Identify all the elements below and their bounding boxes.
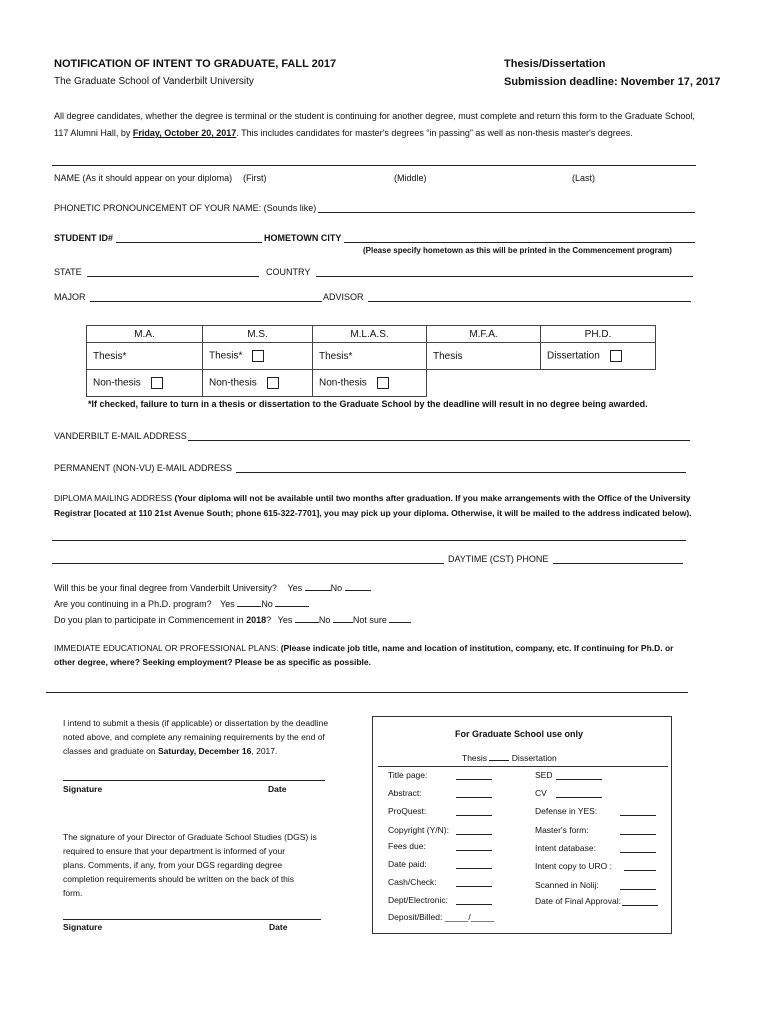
admin-cv-blank[interactable] <box>556 797 602 798</box>
intent-line-2: noted above, and complete any remaining requirements by the end of <box>63 732 325 742</box>
admin-sed-blank[interactable] <box>556 779 602 780</box>
empty-cell <box>541 370 656 397</box>
intent-suffix: , 2017. <box>251 746 278 756</box>
middle-name-label: (Middle) <box>394 173 427 183</box>
admin-copyright-label: Copyright (Y/N): <box>388 825 449 835</box>
admin-cash-check <box>388 877 437 887</box>
admin-final-approval <box>535 896 621 906</box>
plans-line-1 <box>54 643 674 653</box>
admin-cv <box>535 788 547 798</box>
diploma-address-line-2[interactable] <box>52 551 444 564</box>
ms-thesis-cell[interactable] <box>203 343 313 370</box>
admin-fees-due-blank[interactable] <box>456 850 492 851</box>
admin-thesis-blank[interactable] <box>489 760 509 761</box>
deadline-date: November 17 <box>620 76 690 88</box>
admin-divider <box>378 766 668 767</box>
final-degree-yes-label: Yes <box>287 583 303 593</box>
deadline-type: Thesis/Dissertation <box>504 58 606 70</box>
admin-deposit-billed-label: Deposit/Billed: <box>388 912 443 922</box>
not-sure-blank[interactable] <box>389 622 411 623</box>
phonetic-label: PHONETIC PRONOUNCEMENT OF YOUR NAME: (Sounds like) <box>54 203 317 213</box>
hometown-label: HOMETOWN CITY <box>264 233 342 243</box>
degree-header-phd: PH.D. <box>541 326 656 343</box>
perm-email-field[interactable] <box>236 460 686 473</box>
student-signature-label: Signature <box>63 784 103 794</box>
degree-header-ma: M.A. <box>87 326 203 343</box>
admin-intent-copy <box>535 861 612 871</box>
ms-thesis-label: Thesis* <box>209 350 243 362</box>
admin-date-paid-blank[interactable] <box>456 868 492 869</box>
phone-field[interactable] <box>553 551 683 564</box>
ms-nonthesis-cell[interactable] <box>203 370 313 397</box>
plans-note-1: (Please indicate job title, name and location of institution, company, etc. If continuing for Ph.D. or <box>278 643 674 653</box>
ma-nonthesis-label: Non-thesis <box>93 377 141 389</box>
mlas-nonthesis-cell[interactable] <box>313 370 427 397</box>
diploma-label: DIPLOMA MAILING ADDRESS <box>54 493 173 503</box>
degree-header-mfa: M.F.A. <box>427 326 541 343</box>
state-field[interactable] <box>87 264 259 277</box>
dgs-date-label: Date <box>269 922 288 932</box>
state-label: STATE <box>54 267 82 277</box>
ma-nonthesis-checkbox[interactable] <box>151 377 163 389</box>
admin-dept-electronic-blank[interactable] <box>456 904 492 905</box>
return-by-date: Friday, October 20, 2017 <box>132 128 237 138</box>
admin-final-approval-label: Date of Final Approval: <box>535 896 621 906</box>
phd-dissertation-label: Dissertation <box>547 350 600 362</box>
commencement-yes-label: Yes <box>277 615 293 625</box>
phone-label: DAYTIME (CST) PHONE <box>448 554 549 564</box>
admin-cash-check-blank[interactable] <box>456 886 492 887</box>
name-label: NAME (As it should appear on your diploma) <box>54 173 233 183</box>
country-label: COUNTRY <box>266 267 311 277</box>
admin-scanned <box>535 880 599 890</box>
not-sure-label: Not sure <box>352 615 387 625</box>
mfa-thesis-cell[interactable] <box>427 343 541 370</box>
admin-intent-database-blank[interactable] <box>620 852 656 853</box>
diploma-note-2: Registrar [located at 110 21st Avenue South; phone 615-322-7701], you may pick up your diploma. Otherwise, it will be mailed to the address indicated below). <box>54 508 692 518</box>
admin-abstract-label: Abstract: <box>388 788 422 798</box>
school-name: The Graduate School of Vanderbilt University <box>54 76 254 87</box>
student-signature-field[interactable] <box>63 768 325 781</box>
ms-nonthesis-checkbox[interactable] <box>267 377 279 389</box>
admin-defense-label: Defense in YES: <box>535 806 598 816</box>
plans-field[interactable] <box>46 680 688 693</box>
degree-header-ms: M.S. <box>203 326 313 343</box>
commencement-question <box>54 615 411 625</box>
ma-nonthesis-cell[interactable] <box>87 370 203 397</box>
dgs-line-4: completion requirements should be written on the back of this <box>63 874 295 884</box>
admin-proquest <box>388 806 426 816</box>
phd-no-label: No <box>261 599 273 609</box>
admin-defense <box>535 806 597 816</box>
diploma-address-line-1[interactable] <box>52 528 686 541</box>
final-degree-question <box>54 583 371 593</box>
ms-nonthesis-label: Non-thesis <box>209 377 257 389</box>
admin-sed <box>535 770 552 780</box>
diploma-note-1: (Your diploma will not be available until two months after graduation. If you make arrangements with the Office of the University <box>172 493 691 503</box>
student-id-field[interactable] <box>116 230 262 243</box>
admin-proquest-blank[interactable] <box>456 815 492 816</box>
phonetic-name-field[interactable] <box>318 200 695 213</box>
final-degree-text: Will this be your final degree from Vanderbilt University? <box>54 583 277 593</box>
hometown-note: (Please specify hometown as this will be printed in the Commencement program) <box>363 246 672 255</box>
phd-yes-label: Yes <box>220 599 235 609</box>
intro-line-1: All degree candidates, whether the degree is terminal or the student is continuing for another degree, must complete and return this form to the Graduate School, <box>54 111 695 121</box>
admin-intent-database <box>535 843 596 853</box>
admin-title-page-label: Title page: <box>388 770 428 780</box>
admin-masters-form <box>535 825 589 835</box>
vu-email-label: VANDERBILT E-MAIL ADDRESS <box>54 431 187 441</box>
intent-line-3 <box>63 746 277 756</box>
admin-scanned-blank[interactable] <box>620 889 656 890</box>
admin-proquest-label: ProQuest: <box>388 806 427 816</box>
admin-date-paid <box>388 859 427 869</box>
dgs-signature-label: Signature <box>63 922 103 932</box>
dgs-signature-field[interactable] <box>63 907 321 920</box>
admin-abstract <box>388 788 422 798</box>
student-id-label: STUDENT ID# <box>54 233 114 243</box>
admin-intent-copy-label: Intent copy to URO : <box>535 861 613 871</box>
student-date-label: Date <box>268 784 287 794</box>
admin-box-title: For Graduate School use only <box>455 729 584 739</box>
phd-question <box>54 599 309 609</box>
degree-table <box>86 325 656 397</box>
final-degree-no-label: No <box>330 583 343 593</box>
admin-title-page-blank[interactable] <box>456 779 492 780</box>
phd-text: Are you continuing in a Ph.D. program? <box>54 599 212 609</box>
admin-thesis-dissertation <box>462 753 557 763</box>
commencement-no-blank[interactable] <box>333 622 353 623</box>
admin-title-page <box>388 770 427 780</box>
dgs-line-1: The signature of your Director of Graduate School Studies (DGS) is <box>63 832 317 842</box>
dgs-line-5: form. <box>63 888 83 898</box>
country-field[interactable] <box>316 264 693 277</box>
major-label: MAJOR <box>54 292 86 302</box>
mlas-thesis-label: Thesis* <box>319 350 353 362</box>
full-name-field[interactable] <box>52 153 696 166</box>
commencement-prefix: Do you plan to participate in Commencement in <box>54 615 247 625</box>
admin-abstract-blank[interactable] <box>456 797 492 798</box>
intro-line-2 <box>54 128 633 138</box>
intent-prefix: classes and graduate on <box>63 746 158 756</box>
admin-masters-form-blank[interactable] <box>620 834 656 835</box>
commencement-yes-blank[interactable] <box>295 622 319 623</box>
vu-email-field[interactable] <box>188 428 690 441</box>
admin-dept-electronic <box>388 895 448 905</box>
mlas-thesis-cell[interactable] <box>313 343 427 370</box>
last-name-label: (Last) <box>572 173 596 183</box>
graduation-date: Saturday, December 16 <box>157 746 252 756</box>
admin-fees-due-label: Fees due: <box>388 841 426 851</box>
admin-cv-label: CV <box>535 788 547 798</box>
phd-dissertation-checkbox[interactable] <box>610 350 622 362</box>
commencement-suffix: ? <box>266 615 272 625</box>
mlas-nonthesis-label: Non-thesis <box>319 377 367 389</box>
degree-note: *If checked, failure to turn in a thesis or dissertation to the Graduate School by the deadline will result in no degree being awarded. <box>88 399 648 409</box>
admin-masters-form-label: Master's form: <box>535 825 589 835</box>
form-title: NOTIFICATION OF INTENT TO GRADUATE, FALL 2017 <box>54 58 337 70</box>
admin-scanned-label: Scanned in Nolij: <box>535 880 599 890</box>
ma-thesis-cell[interactable] <box>87 343 203 370</box>
dgs-line-2: required to ensure that your department is informed of your <box>63 846 286 856</box>
admin-defense-blank[interactable] <box>620 815 656 816</box>
commencement-no-label: No <box>318 615 331 625</box>
admin-deposit-blank[interactable]: _____/_____ <box>444 912 495 922</box>
admin-intent-copy-blank[interactable] <box>624 870 656 871</box>
mfa-thesis-label: Thesis <box>433 350 463 362</box>
advisor-field[interactable] <box>368 289 691 302</box>
ma-thesis-label: Thesis* <box>93 350 127 362</box>
final-degree-no-blank[interactable] <box>345 590 371 591</box>
empty-cell <box>427 370 541 397</box>
commencement-year: 2018 <box>246 615 267 625</box>
intent-line-1: I intend to submit a thesis (if applicable) or dissertation by the deadline <box>63 718 329 728</box>
admin-copyright-blank[interactable] <box>456 834 492 835</box>
deadline-year: , 2017 <box>689 76 721 88</box>
ms-thesis-checkbox[interactable] <box>252 350 264 362</box>
admin-cash-check-label: Cash/Check: <box>388 877 437 887</box>
admin-deposit-billed <box>388 912 494 922</box>
admin-intent-database-label: Intent database: <box>535 843 596 853</box>
phd-no-blank[interactable] <box>275 606 309 607</box>
phd-dissertation-cell[interactable] <box>541 343 656 370</box>
admin-copyright <box>388 825 449 835</box>
perm-email-label: PERMANENT (NON-VU) E-MAIL ADDRESS <box>54 463 233 473</box>
submission-deadline <box>504 76 720 88</box>
admin-dept-electronic-label: Dept/Electronic: <box>388 895 448 905</box>
intro-prefix: 117 Alumni Hall, by <box>54 128 133 138</box>
deadline-label: Submission deadline: <box>504 76 618 88</box>
first-name-label: (First) <box>243 173 267 183</box>
intro-suffix: . This includes candidates for master's degrees “in passing” as well as non-thesis master's degrees. <box>236 128 633 138</box>
admin-thesis-label: Thesis <box>462 753 488 763</box>
plans-label: IMMEDIATE EDUCATIONAL OR PROFESSIONAL PLANS: <box>54 643 279 653</box>
diploma-line-1 <box>54 493 691 503</box>
admin-dissertation-label: Dissertation <box>511 753 557 763</box>
advisor-label: ADVISOR <box>323 292 364 302</box>
admin-sed-label: SED <box>535 770 553 780</box>
mlas-nonthesis-checkbox[interactable] <box>377 377 389 389</box>
admin-final-approval-blank[interactable] <box>622 905 658 906</box>
admin-fees-due <box>388 841 426 851</box>
plans-note-2: other degree, where? Seeking employment? Please be as specific as possible. <box>54 657 371 667</box>
major-field[interactable] <box>90 289 322 302</box>
dgs-line-3: plans. Comments, if any, from your DGS regarding degree <box>63 860 283 870</box>
degree-header-mlas: M.L.A.S. <box>313 326 427 343</box>
phd-yes-blank[interactable] <box>237 606 261 607</box>
admin-date-paid-label: Date paid: <box>388 859 427 869</box>
hometown-field[interactable] <box>344 230 695 243</box>
final-degree-yes-blank[interactable] <box>305 590 331 591</box>
